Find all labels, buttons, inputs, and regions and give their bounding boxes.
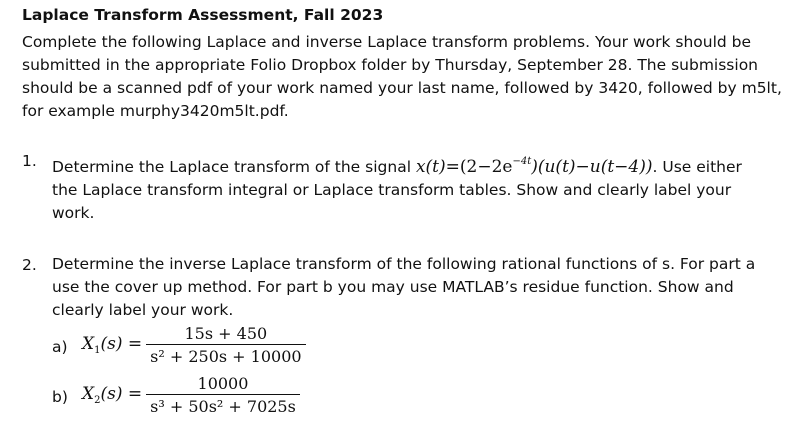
intro-paragraph: Complete the following Laplace and inverse Laplace transform problems. Your work should be submitted in the appropriate Folio Dropbox folder by Thursday, September 28. The submission should be a scanned pdf of your work named your last name, followed by 3420, followed by m5lt, for example murphy3420m5lt.pdf.	[22, 33, 782, 120]
part-b-numerator: 10000	[146, 374, 300, 395]
question-1-line3: work.	[52, 204, 95, 222]
question-1-lead: Determine the Laplace transform of the signal	[52, 158, 411, 176]
question-1-number: 1.	[22, 152, 37, 170]
part-a-fraction	[146, 324, 305, 366]
part-a-equation	[82, 324, 306, 366]
question-2-text: Determine the inverse Laplace transform of the following rational functions of s. For part a use the cover up method. For part b you may use MATLAB’s residue function. Show and clearly label your work.	[52, 255, 756, 319]
part-a-denominator: s² + 250s + 10000	[150, 347, 302, 366]
question-1-tail: . Use either	[652, 158, 742, 176]
part-a-lhs: $X_1(s)$ =	[82, 334, 143, 356]
part-a-numerator: 15s + 450	[146, 324, 305, 345]
signal-equation: $x(t)=(2-2e^{-4t})(u(t)-u(t-4))$	[415, 156, 653, 177]
page-title: Laplace Transform Assessment, Fall 2023	[22, 6, 384, 24]
part-b-lhs: $X_2(s)$ =	[82, 384, 143, 406]
part-b-label: b)	[52, 388, 68, 406]
part-b-denominator: s³ + 50s² + 7025s	[150, 397, 296, 416]
question-1-line2: the Laplace transform integral or Laplace transform tables. Show and clearly label your	[52, 181, 732, 199]
question-1-text	[52, 150, 787, 225]
part-a-label: a)	[52, 338, 68, 356]
question-2-number: 2.	[22, 256, 37, 274]
part-b-fraction	[146, 374, 300, 416]
part-b-equation	[82, 374, 300, 416]
